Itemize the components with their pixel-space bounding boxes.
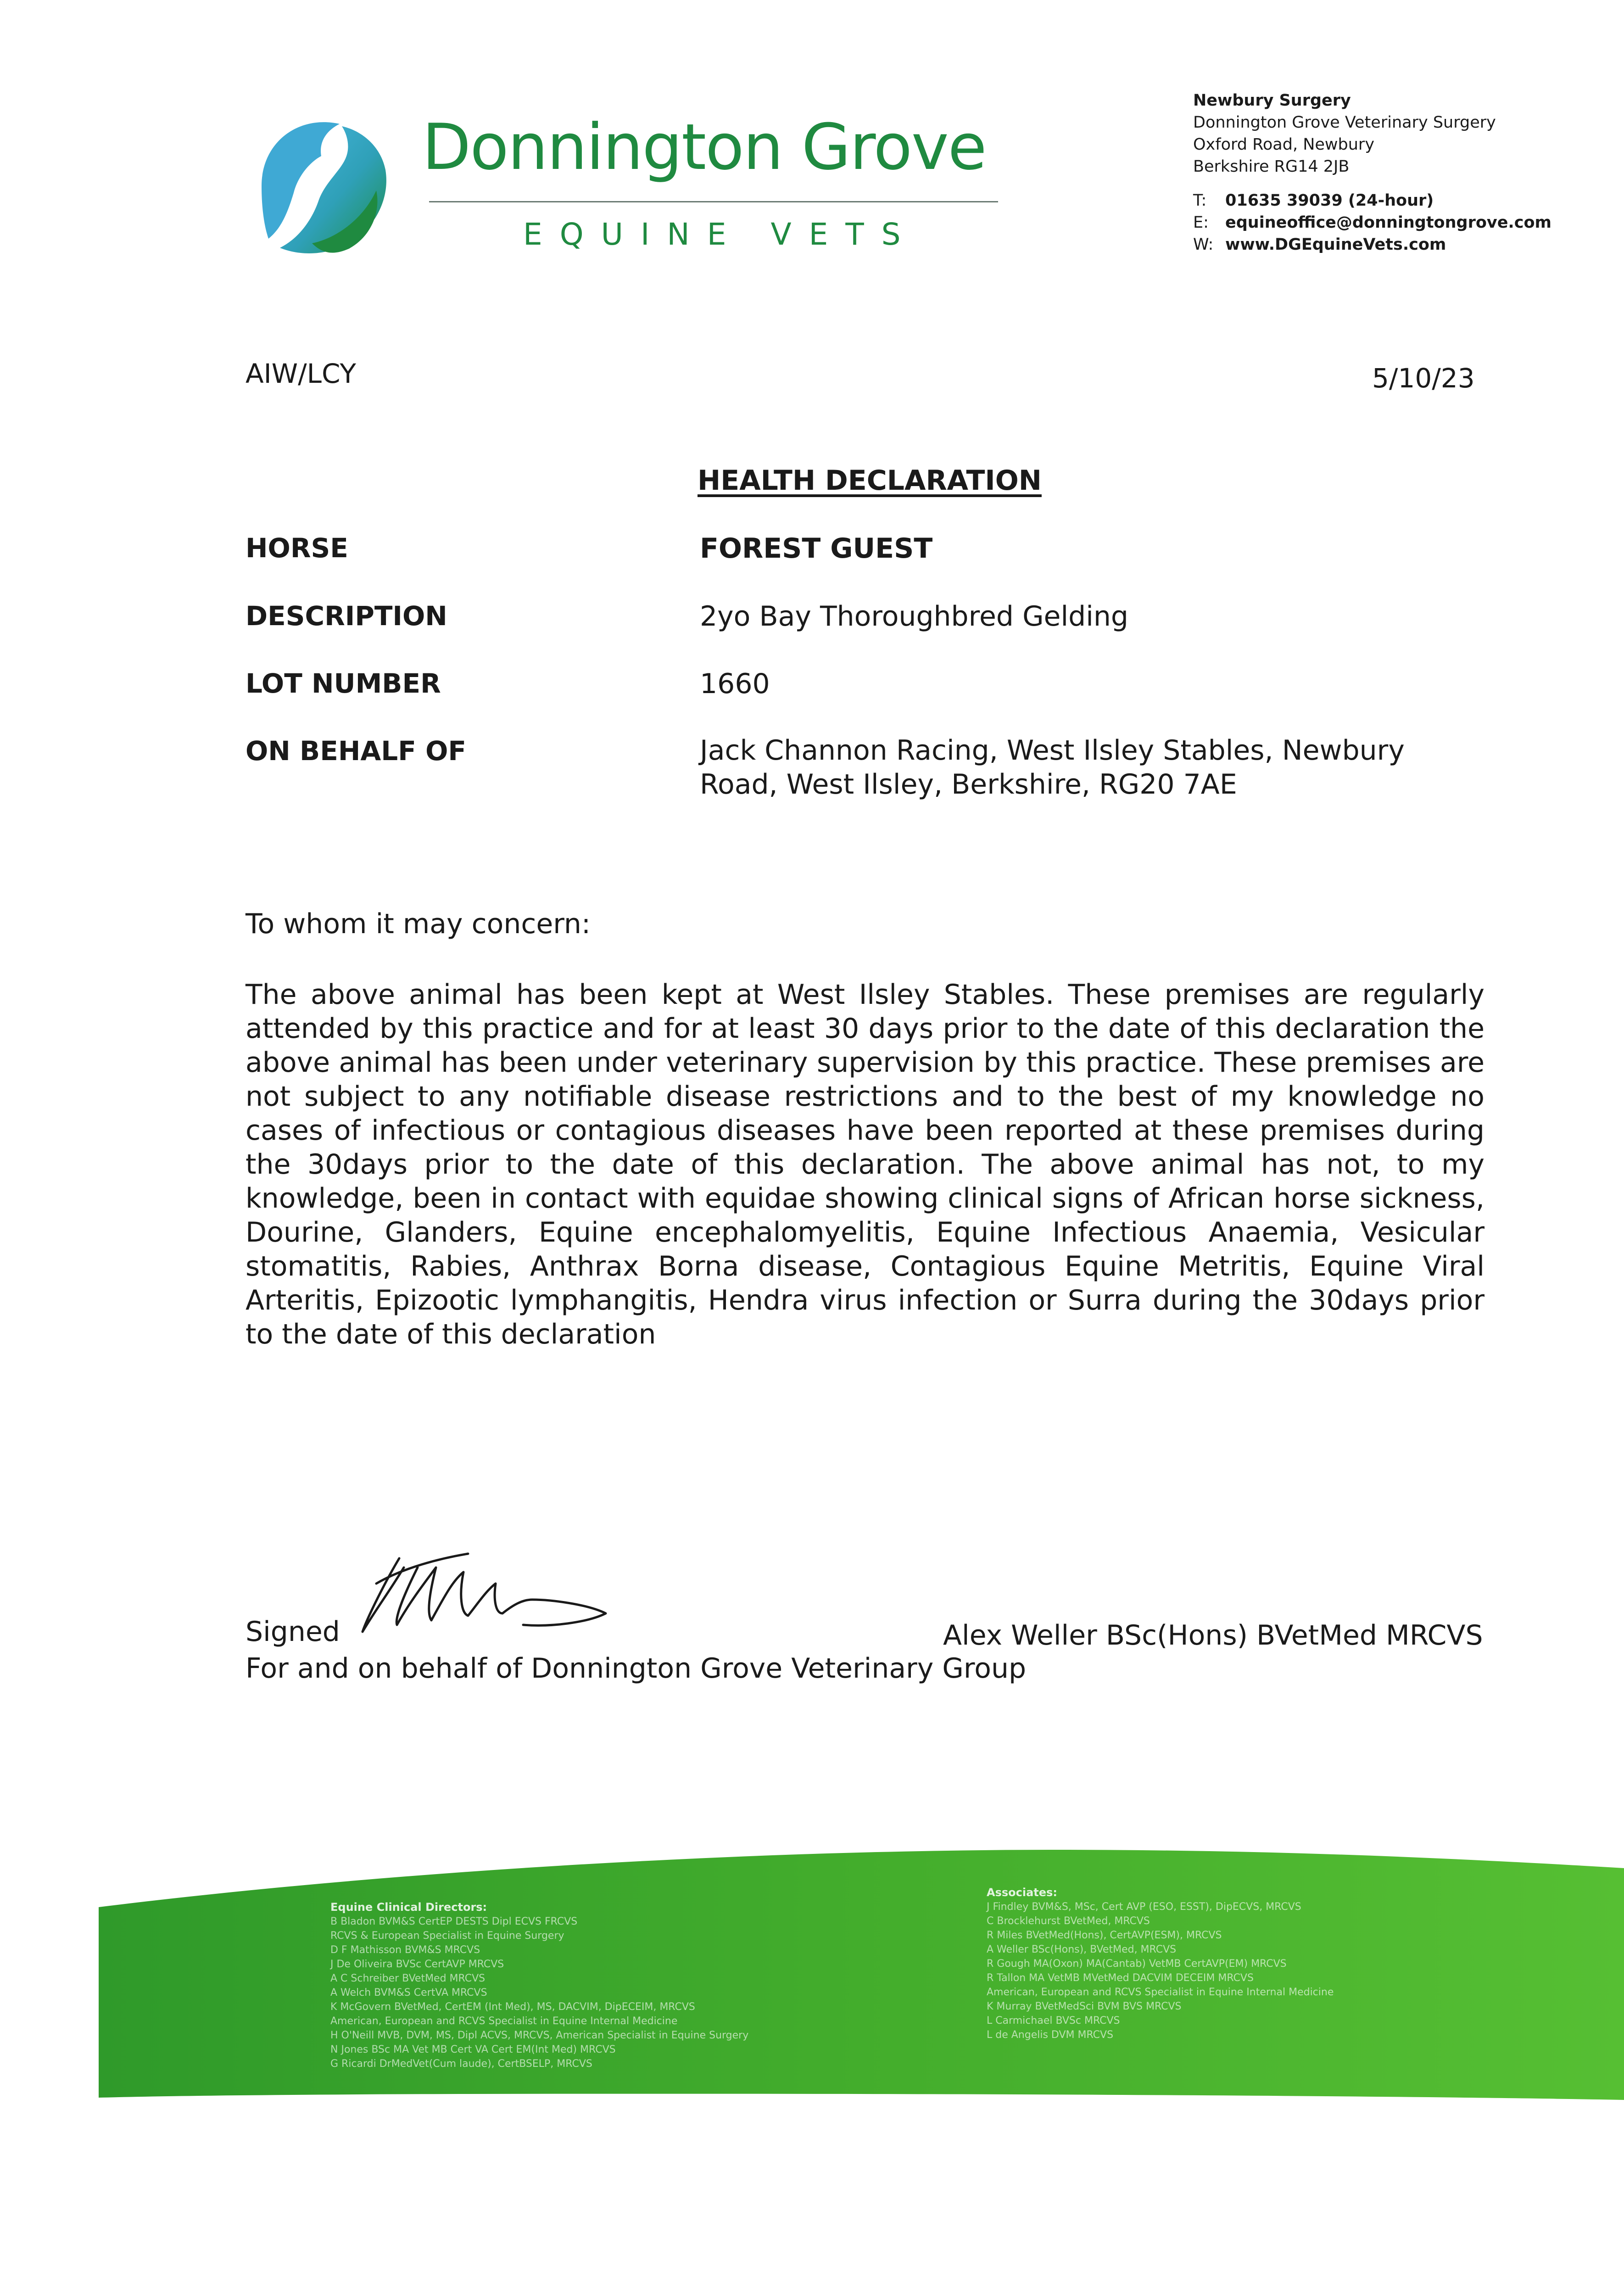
on-behalf-label: ON BEHALF OF	[246, 735, 466, 767]
email-link[interactable]: equineoffice@donningtongrove.com	[1225, 213, 1551, 232]
surgery-name: Newbury Surgery	[1193, 91, 1351, 110]
lot-number-label: LOT NUMBER	[246, 668, 441, 699]
web-row	[1193, 234, 1606, 256]
contact-block	[1193, 90, 1606, 256]
directors-heading: Equine Clinical Directors:	[330, 1901, 487, 1914]
surgery-address-line: Donnington Grove Veterinary Surgery	[1193, 113, 1496, 132]
horse-label: HORSE	[246, 532, 348, 564]
associates-heading: Associates:	[987, 1886, 1057, 1899]
description-label: DESCRIPTION	[246, 600, 447, 632]
director-entry: G Ricardi DrMedVet(Cum laude), CertBSELP, MRCVS	[330, 2058, 592, 2070]
associate-entry: American, European and RCVS Specialist in Equine Internal Medicine	[987, 1987, 1334, 1998]
description-value: 2yo Bay Thoroughbred Gelding	[700, 600, 1129, 633]
greeting: To whom it may concern:	[246, 908, 591, 940]
handwritten-signature	[349, 1540, 633, 1646]
email-row	[1193, 212, 1606, 234]
associate-entry: R Miles BVetMed(Hons), CertAVP(ESM), MRCVS	[987, 1930, 1222, 1941]
director-entry: RCVS & European Specialist in Equine Surgery	[330, 1930, 564, 1942]
associate-entry: R Gough MA(Oxon) MA(Cantab) VetMB CertAVP(EM) MRCVS	[987, 1958, 1287, 1970]
associates-list	[987, 1886, 1334, 2042]
director-entry: A C Schreiber BVetMed MRCVS	[330, 1973, 486, 1984]
lot-number-value: 1660	[700, 668, 770, 700]
on-behalf-value: Jack Channon Racing, West Ilsley Stables, Newbury Road, West Ilsley, Berkshire, RG20 7AE	[700, 734, 1405, 800]
footer-green-band	[0, 1818, 1624, 2130]
director-entry: K McGovern BVetMed, CertEM (Int Med), MS, DACVIM, DipECEIM, MRCVS	[330, 2001, 695, 2013]
associate-entry: J Findley BVM&S, MSc, Cert AVP (ESO, ESST), DipECVS, MRCVS	[987, 1901, 1301, 1913]
phone-label: T:	[1193, 191, 1207, 210]
email-label: E:	[1193, 213, 1209, 232]
directors-list	[330, 1900, 748, 2071]
associate-entry: L de Angelis DVM MRCVS	[987, 2029, 1114, 2041]
signed-label: Signed	[246, 1616, 340, 1648]
brand-name: Donnington Grove	[422, 110, 986, 184]
web-label: W:	[1193, 235, 1214, 254]
declaration-body: The above animal has been kept at West Ilsley Stables. These premises are regularly attended by this practice and for at least 30 days prior to the date of this declaration the above animal has been under veterinary supervision by this practice. These premises are not subject to any notifiable disease restrictions and to the best of my knowledge no cases of infectious or contagious diseases have been reported at these premises during the 30days prior to the date of this declaration. The above animal has not, to my knowledge, been in contact with equidae showing clinical signs of African horse sickness, Dourine, Glanders, Equine encephalomyelitis, Equine Infectious Anaemia, Vesicular stomatitis, Rabies, Anthrax Borna disease, Contagious Equine Metritis, Equine Viral Arteritis, Epizootic lymphangitis, Hendra virus infection or Surra during the 30days prior to the date of this declaration	[246, 979, 1484, 1350]
brand-subtitle: EQUINE VETS	[523, 217, 918, 252]
company-name: Donnington Grove Veterinary Group Limited	[450, 2107, 701, 2118]
company-registration	[450, 2107, 1222, 2118]
director-entry: J De Oliveira BVSc CertAVP MRCVS	[330, 1959, 504, 1970]
director-entry: American, European and RCVS Specialist in Equine Internal Medicine	[330, 2015, 678, 2027]
director-entry: H O'Neill MVB, DVM, MS, Dipl ACVS, MRCVS, American Specialist in Equine Surgery	[330, 2030, 749, 2041]
surgery-address-line: Berkshire RG14 2JB	[1193, 157, 1350, 176]
horse-value: FOREST GUEST	[700, 532, 933, 565]
associate-entry: A Weller BSc(Hons), BVetMed, MRCVS	[987, 1944, 1177, 1955]
director-entry: B Bladon BVM&S CertEP DESTS Dipl ECVS FRCVS	[330, 1916, 578, 1927]
signatory-name: Alex Weller BSc(Hons) BVetMed MRCVS	[943, 1619, 1483, 1651]
brand-divider	[429, 201, 998, 202]
company-registration-text: (trading as Donnington Grove Veterinary Group) is a limited company registered in England and Wales	[704, 2107, 1223, 2118]
website-link[interactable]: www.DGEquineVets.com	[1225, 235, 1446, 254]
associate-entry: K Murray BVetMedSci BVM BVS MRCVS	[987, 2001, 1182, 2012]
phone-number[interactable]: 01635 39039 (24-hour)	[1225, 191, 1434, 210]
director-entry: A Welch BVM&S CertVA MRCVS	[330, 1987, 487, 1998]
associate-entry: L Carmichael BVSc MRCVS	[987, 2015, 1120, 2026]
director-entry: N Jones BSc MA Vet MB Cert VA Cert EM(Int Med) MRCVS	[330, 2044, 616, 2055]
associate-entry: R Tallon MA VetMB MVetMed DACVIM DECEIM MRCVS	[987, 1972, 1254, 1984]
horse-head-logo-icon	[243, 106, 399, 262]
surgery-address-line: Oxford Road, Newbury	[1193, 135, 1375, 154]
reference-code: AIW/LCY	[246, 358, 356, 389]
associate-entry: C Brocklehurst BVetMed, MRCVS	[987, 1915, 1150, 1927]
letter-date: 5/10/23	[1372, 363, 1475, 394]
director-entry: D F Mathisson BVM&S MRCVS	[330, 1944, 480, 1956]
on-behalf-statement: For and on behalf of Donnington Grove Veterinary Group	[246, 1652, 1027, 1685]
document-title: HEALTH DECLARATION	[698, 465, 1042, 497]
phone-row	[1193, 190, 1606, 212]
